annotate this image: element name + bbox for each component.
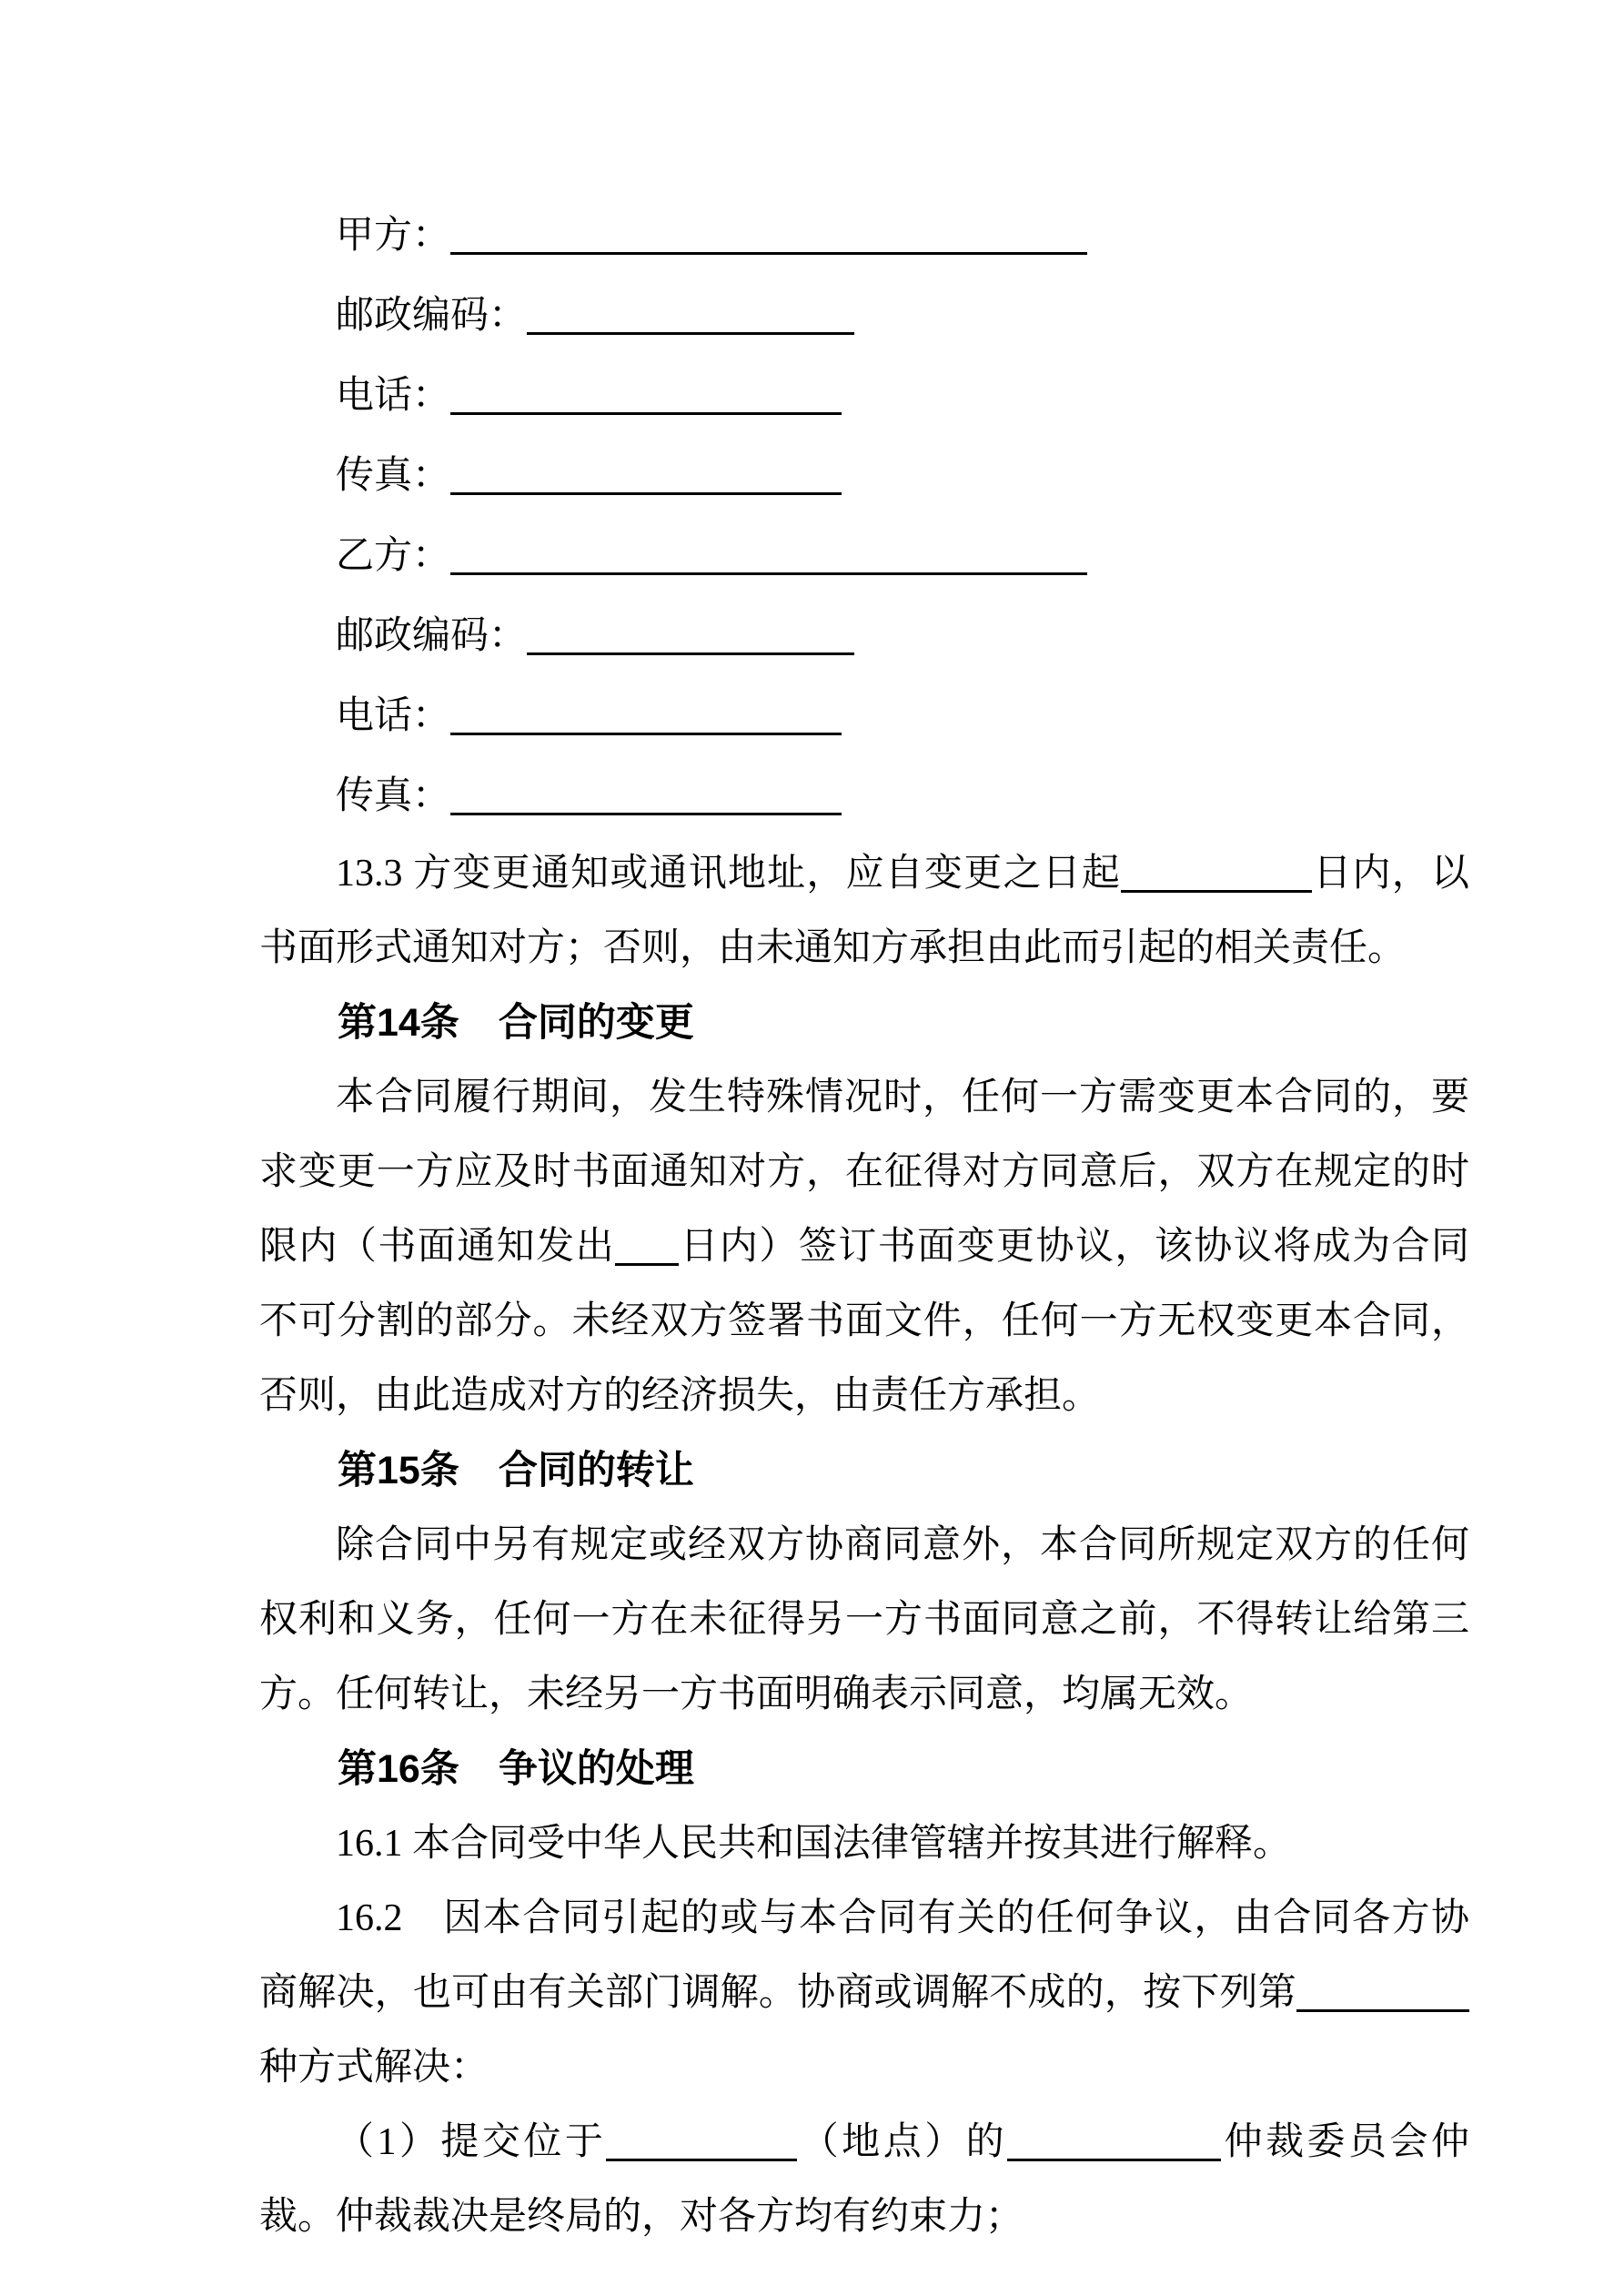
form-label-phone-a: 电话：: [336, 375, 451, 417]
form-row-party-a: [259, 196, 1469, 276]
form-row-phone-a: [259, 356, 1469, 436]
clause-16-2-item-1: [259, 2105, 1469, 2254]
article-14-text-pre: 本合同履行期间，发生特殊情况时，任何一方需变更本合同的，要求变更一方应及时书面通知对方，在征得对方同意后，双方在规定的时限内（书面通知发出: [259, 1077, 1469, 1268]
form-row-postcode-b: [259, 596, 1469, 676]
blank-line: [1296, 1972, 1469, 2012]
clause-13-3: [259, 836, 1469, 986]
article-16-heading: [259, 1732, 1469, 1806]
article-15-number: 第15条: [338, 1449, 459, 1492]
article-16-title: 争议的处理: [498, 1747, 694, 1791]
clause-13-3-text-pre: 13.3 方变更通知或通讯地址，应自变更之日起: [336, 853, 1122, 895]
item-1-text-post: 仲裁委员会仲裁。仲裁裁决是终局的，对各方均有约束力；: [259, 2121, 1469, 2238]
form-label-postcode-a: 邮政编码：: [336, 295, 528, 337]
form-row-fax-a: [259, 436, 1469, 516]
article-14-title: 合同的变更: [498, 1001, 694, 1045]
form-row-postcode-a: [259, 276, 1469, 356]
form-label-party-a: 甲方：: [336, 215, 451, 257]
article-15-title: 合同的转让: [498, 1449, 694, 1492]
blank-line: [450, 775, 842, 815]
article-15-body: 除合同中另有规定或经双方协商同意外，本合同所规定双方的任何权利和义务，任何一方在未征得另一方书面同意之前，不得转让给第三方。任何转让，未经另一方书面明确表示同意，均属无效。: [259, 1524, 1469, 1715]
clause-16-2-text-pre: 16.2 因本合同引起的或与本合同有关的任何争议，由合同各方协商解决，也可由有关部门调解。协商或调解不成的，按下列第: [259, 1897, 1469, 2014]
item-1-text-mid: （地点）的: [797, 2121, 1008, 2163]
article-15-heading: [259, 1433, 1469, 1508]
clause-16-2-text-post: 种方式解决：: [259, 2047, 489, 2089]
blank-line: [527, 295, 854, 335]
article-14-body: [259, 1060, 1469, 1433]
clause-16-1: 16.1 本合同受中华人民共和国法律管辖并按其进行解释。: [336, 1823, 1292, 1865]
blank-line: [1007, 2121, 1221, 2161]
form-label-party-b: 乙方：: [336, 535, 451, 577]
blank-line: [450, 695, 842, 735]
item-1-text-pre: （1）提交位于: [336, 2121, 607, 2163]
form-label-fax-b: 传真：: [336, 775, 451, 817]
blank-line: [1121, 853, 1312, 893]
form-row-phone-b: [259, 676, 1469, 756]
article-14-text-post: 日内）签订书面变更协议，该协议将成为合同不可分割的部分。未经双方签署书面文件，任何一方无权变更本合同，否则，由此造成对方的经济损失，由责任方承担。: [259, 1226, 1469, 1417]
article-14-number: 第14条: [338, 1001, 459, 1045]
blank-line: [606, 2121, 797, 2161]
blank-line: [450, 535, 1087, 575]
blank-line: [450, 455, 842, 495]
clause-13-3-text-post: 日内，以书面形式通知对方；否则，由未通知方承担由此而引起的相关责任。: [259, 853, 1469, 969]
article-14-heading: [259, 986, 1469, 1060]
form-label-fax-a: 传真：: [336, 455, 451, 497]
form-label-postcode-b: 邮政编码：: [336, 615, 528, 657]
blank-line: [450, 215, 1087, 255]
form-row-party-b: [259, 516, 1469, 596]
contact-form-block: [259, 196, 1469, 836]
form-label-phone-b: 电话：: [336, 695, 451, 737]
blank-line: [615, 1226, 679, 1266]
clause-16-2: [259, 1881, 1469, 2105]
blank-line: [527, 615, 854, 655]
blank-line: [450, 375, 842, 415]
form-row-fax-b: [259, 756, 1469, 836]
article-16-number: 第16条: [338, 1747, 459, 1791]
